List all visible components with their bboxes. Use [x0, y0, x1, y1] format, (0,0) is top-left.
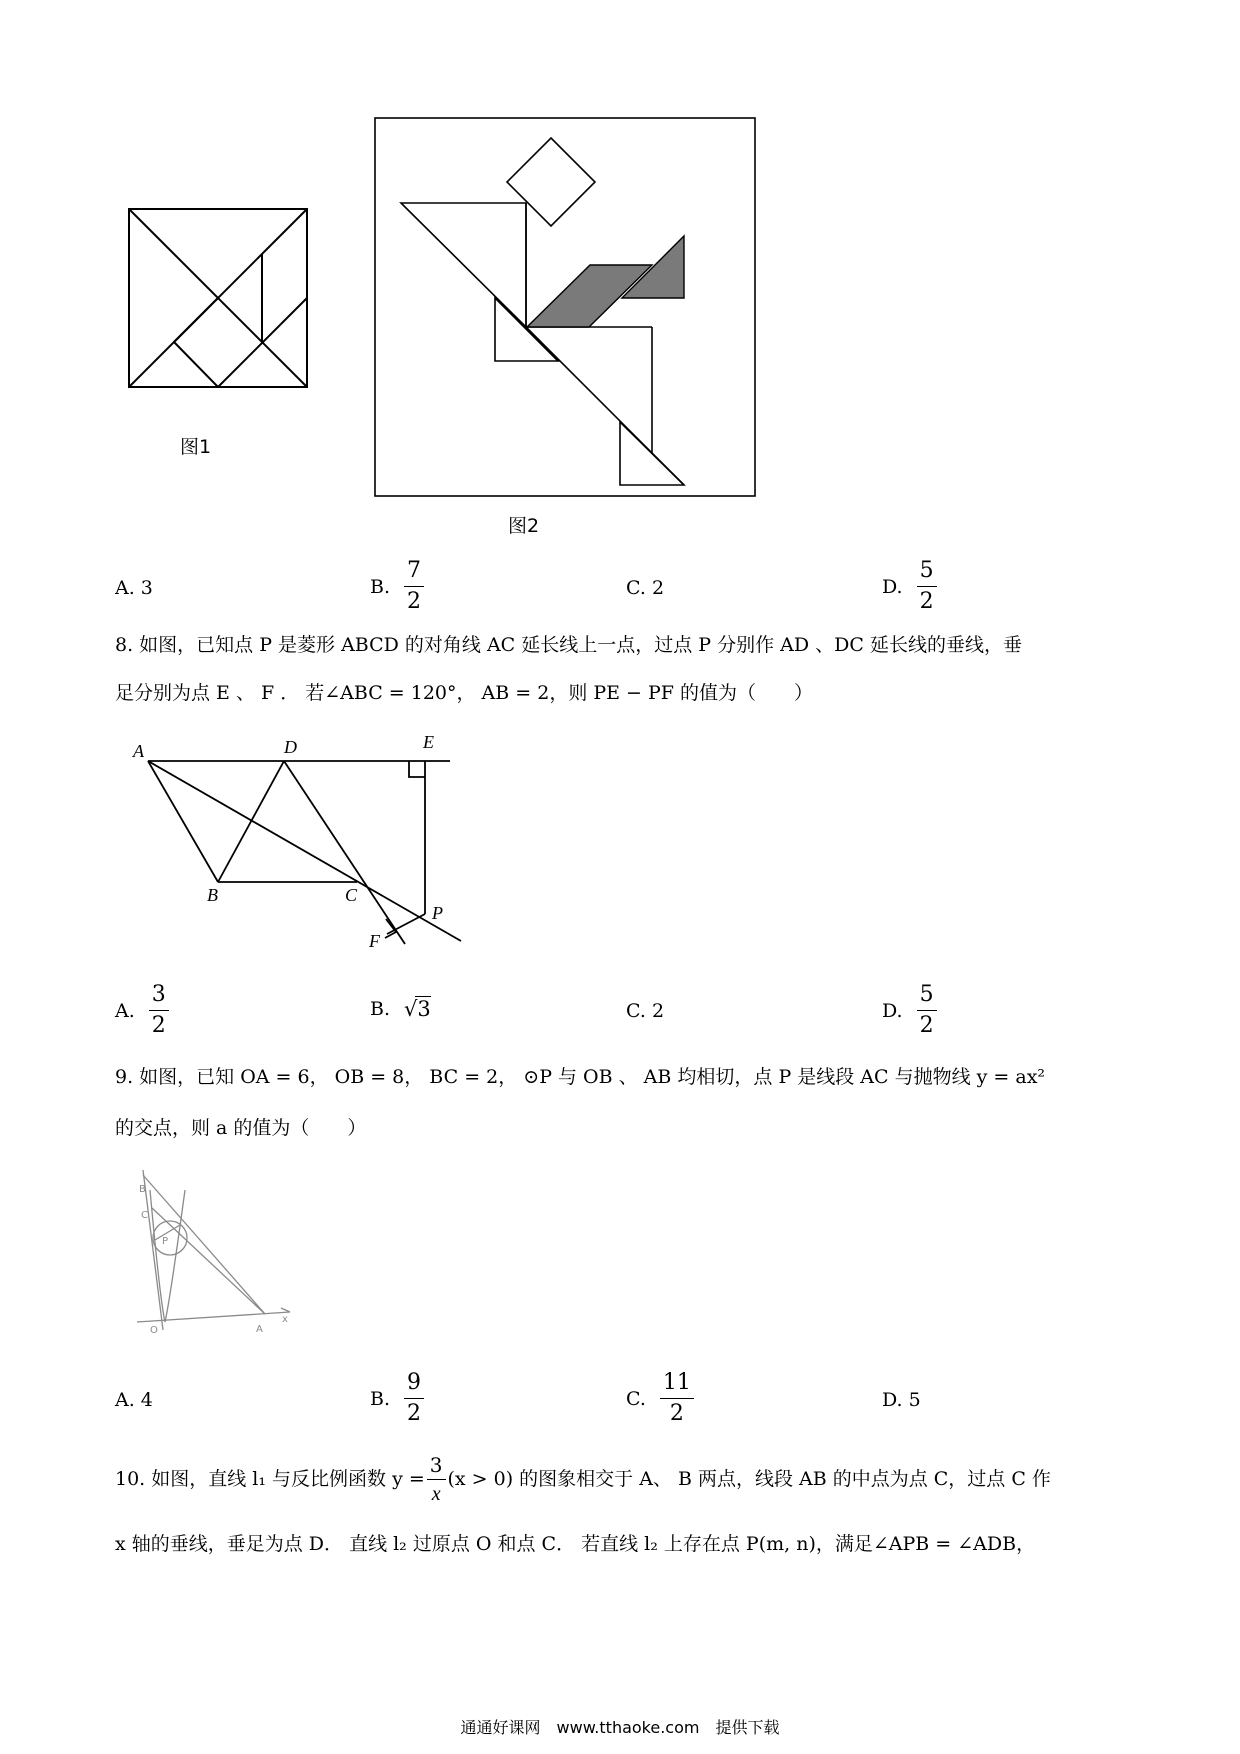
svg-text:P: P: [162, 1236, 169, 1247]
q8-label-f: F: [369, 931, 380, 951]
q8-option-b: B. √3: [370, 997, 431, 1021]
q8-option-d: D. $\frac{5}{2}$: [882, 984, 937, 1037]
page-footer: 通通好课网 www.tthaoke.com 提供下载: [460, 1718, 780, 1737]
q7-option-a: A. 3: [115, 577, 153, 599]
figure-2-caption: 图2: [508, 515, 540, 537]
q8-option-a: A. $\frac{3}{2}$: [115, 984, 169, 1037]
q8-label-e: E: [423, 732, 434, 752]
q9-option-c: C. $\frac{11}{2}$: [626, 1372, 694, 1425]
svg-text:C: C: [141, 1210, 148, 1221]
figure-1-caption: 图1: [180, 436, 212, 458]
q8-label-c: C: [345, 885, 358, 905]
q9-text-line2: 的交点，则 a 的值为（ ）: [115, 1117, 367, 1139]
q9-text-line1: 9. 如图，已知 OA = 6， OB = 8， BC = 2， ⊙P 与 OB 、 AB 均相切，点 P 是线段 AC 与抛物线 y = ax²: [115, 1066, 1046, 1088]
q8-text-line2: 足分别为点 E 、 F ． 若∠ABC = 120°， AB = 2，则 PE − PF 的值为（ ）: [115, 682, 814, 704]
q10-text-line1: 10. 如图，直线 l₁ 与反比例函数 y = $\frac{3}{x}$ (x > 0) 的图象相交于 A、 B 两点，线段 AB 的中点为点 C，过点 C 作: [115, 1453, 1051, 1505]
q8-text-line1: 8. 如图，已知点 P 是菱形 ABCD 的对角线 AC 延长线上一点，过点 P 分别作 AD 、DC 延长线的垂线，垂: [115, 634, 1022, 656]
q8-label-d: D: [284, 737, 297, 757]
svg-text:O: O: [150, 1325, 158, 1336]
q8-option-c: C. 2: [626, 1000, 665, 1022]
q8-label-a: A: [133, 741, 144, 761]
q9-option-b: B. $\frac{9}{2}$: [370, 1372, 424, 1425]
svg-text:B: B: [139, 1184, 146, 1195]
q7-option-b: B. $\frac{7}{2}$: [370, 560, 424, 613]
q7-option-d: D. $\frac{5}{2}$: [882, 560, 937, 613]
q9-option-d: D. 5: [882, 1389, 921, 1411]
q10-text-line2: x 轴的垂线，垂足为点 D． 直线 l₂ 过原点 O 和点 C． 若直线 l₂ 上存在点 P(m, n)，满足∠APB = ∠ADB，: [115, 1533, 1036, 1555]
q8-label-b: B: [207, 885, 218, 905]
q7-option-c: C. 2: [626, 577, 665, 599]
q9-option-a: A. 4: [115, 1389, 153, 1411]
svg-text:A: A: [256, 1324, 263, 1335]
svg-text:x: x: [282, 1314, 288, 1325]
q8-label-p: P: [432, 903, 443, 923]
